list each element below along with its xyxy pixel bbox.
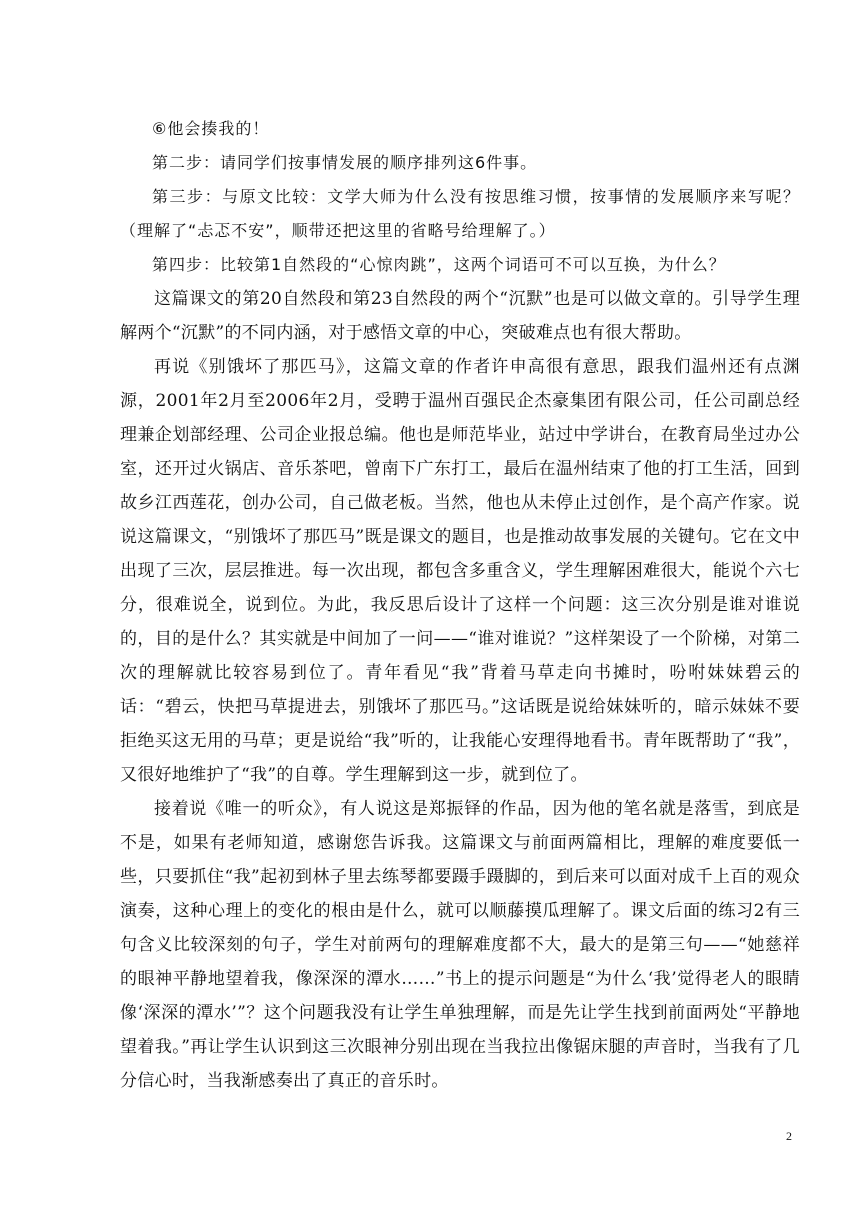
paragraph-step-2: 第二步：请同学们按事情发展的顺序排列这6件事。	[152, 153, 538, 172]
paragraph-silence: 这篇课文的第20自然段和第23自然段的两个“沉默”也是可以做文章的。引导学生理解两个“沉默”的不同内涵，对于感悟文章的中心，突破难点也有很大帮助。	[120, 289, 800, 343]
document-body	[120, 112, 800, 1098]
paragraph-step-4: 第四步：比较第1自然段的“心惊肉跳”，这两个词语可不可以互换，为什么？	[152, 255, 726, 274]
paragraph-step-3: 第三步：与原文比较：文学大师为什么没有按思维习惯，按事情的发展顺序来写呢？（理解了“忐忑不安”，顺带还把这里的省略号给理解了。）	[120, 187, 800, 240]
paragraph-horse: 再说《别饿坏了那匹马》，这篇文章的作者许申高很有意思，跟我们温州还有点渊源，2001年2月至2006年2月，受聘于温州百强民企杰豪集团有限公司，任公司副总经理兼企划部经理、公司企业报总编。他也是师范毕业，站过中学讲台，在教育局坐过办公室，还开过火锅店、音乐茶吧，曾南下广东打工，最后在温州结束了他的打工生活，回到故乡江西莲花，创办公司，自己做老板。当然，他也从未停止过创作，是个高产作家。说说这篇课文，“别饿坏了那匹马”既是课文的题目，也是推动故事发展的关键句。它在文中出现了三次，层层推进。每一次出现，都包含多重含义，学生理解困难很大，能说个六七分，很难说全，说到位。为此，我反思后设计了这样一个问题：这三次分别是谁对谁说的，目的是什么？其实就是中间加了一问——“谁对谁说？”这样架设了一个阶梯，对第二次的理解就比较容易到位了。青年看见“我”背着马草走向书摊时，吩咐妹妹碧云的话：“碧云，快把马草提进去，别饿坏了那匹马。”这话既是说给妹妹听的，暗示妹妹不要拒绝买这无用的马草；更是说给“我”听的，让我能心安理得地看书。青年既帮助了“我”，又很好地维护了“我”的自尊。学生理解到这一步，就到位了。	[120, 357, 800, 785]
page-number: 2	[786, 1129, 792, 1143]
paragraph-step-item-6: ⑥他会揍我的！	[152, 119, 270, 138]
paragraph-only-listener: 接着说《唯一的听众》，有人说这是郑振铎的作品，因为他的笔名就是落雪，到底是不是，如果有老师知道，感谢您告诉我。这篇课文与前面两篇相比，理解的难度要低一些，只要抓住“我”起初到林子里去练琴都要蹑手蹑脚的，到后来可以面对成千上百的观众演奏，这种心理上的变化的根由是什么，就可以顺藤摸瓜理解了。课文后面的练习2有三句含义比较深刻的句子，学生对前两句的理解难度都不大，最大的是第三句——“她慈祥的眼神平静地望着我，像深深的潭水……”书上的提示问题是“为什么‘我’觉得老人的眼睛像‘深深的潭水’”？这个问题我没有让学生单独理解，而是先让学生找到前面两处“平静地望着我。”再让学生认识到这三次眼神分别出现在当我拉出像锯床腿的声音时，当我有了几分信心时，当我渐感奏出了真正的音乐时。	[120, 799, 800, 1091]
